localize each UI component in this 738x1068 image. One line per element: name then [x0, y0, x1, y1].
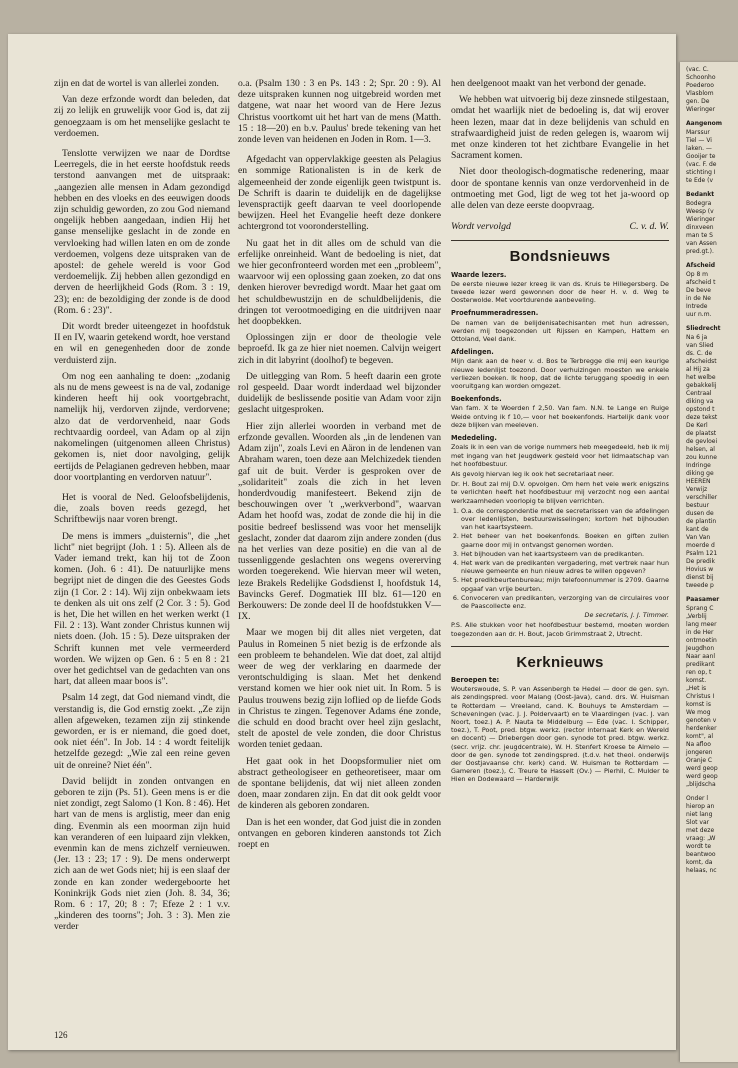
fragment-line: (vac. F. de [686, 161, 717, 168]
fragment-line: dienst bij [686, 574, 714, 581]
fragment-line: ren op, t [686, 669, 712, 676]
fragment-line: Na 6 ja [686, 334, 708, 341]
fragment-line: zou kunne [686, 454, 717, 461]
fragment-heading: Sliedrecht [686, 325, 721, 332]
fragment-line: dinxveen [686, 224, 714, 231]
fragment-line: Weesp (v [686, 208, 714, 215]
subheading: Boekenfonds. [451, 395, 502, 404]
notice-text: De namen van de belijdenisatechisanten met hun adressen, werden mij toegezonden uit Rijssen en Kampen, Hattem en Ottoland, Veel dank. [451, 318, 669, 344]
subheading: Beroepen te: [451, 675, 500, 684]
paragraph: Het is vooral de Ned. Geloofsbelijdenis, die, zoals boven reeds gezegd, het Schriftbewijs naar voren brengt. [54, 491, 230, 526]
fragment-line: Schoonho [686, 74, 716, 81]
fragment-line: Intrede [686, 303, 708, 310]
paragraph: Afgedacht van oppervlakkige geesten als Pelagius en sommige Rationalisten is in de kerk de algemeenheid der zonde eigenlijk geen twistpunt is. De Schrift is daarin te duidelijk en de dagelijkse levenspractijk geeft daarvan te veel doorlopende bewijzen. Heel het Evangelie heeft deze donkere achtergrond tot vooronderstelling. [238, 154, 441, 233]
fragment-line: beantwoo [686, 851, 716, 858]
fragment-line: diking va [686, 398, 714, 405]
paragraph: Niet door theologisch-dogmatische redenering, maar door de spontane kennis van onze verdorvenheid in de ontmoeting met God, ligt de weg tot het ja-woord op alle delen van deze eerste doopvraag. [451, 166, 669, 212]
fragment-line: moerde d [686, 542, 715, 549]
fragment-line: diking ge [686, 470, 714, 477]
fragment-line: Wieringer [686, 216, 716, 223]
fragment-line: komt, da [686, 859, 713, 866]
fragment-line: ds. C. de [686, 350, 713, 357]
list-item: 5. Het predikbeurtenbureau; mijn telefoonnummer is 2709. Gaarne opgaaf van vrije beurten. [461, 576, 669, 592]
fragment-line: laken. — [686, 145, 712, 152]
list-item: 6. Convoceren van predikanten, verzorging van de circulaires voor de Paascollecte enz. [461, 594, 669, 610]
notice-text: Zoals ik in een van de vorige nummers heb meegedeeld, heb ik mij met ingang van het Jeugdwerk gesteld voor het lidmaatschap van het hoofdbestuur. [451, 443, 669, 468]
notice-text: Mijn dank aan de heer v. d. Bos te Terbregge die mij een keurige nieuwe ledenlijst toezond. Door verhuizingen moesten we enkele verliezen boeken. Ik hoop, dat de lichte teruggang spoedig in een vooruitgang kan worden omgezet. [451, 357, 669, 391]
fragment-line: Oranje C [686, 757, 713, 764]
fragment-line: deze tekst [686, 414, 718, 421]
fragment-line: hierop an [686, 803, 715, 810]
fragment-line: Slot var [686, 819, 710, 826]
fragment-line: De Kerl [686, 422, 708, 429]
fragment-line: De beve [686, 287, 711, 294]
fragment-line: Marssur [686, 129, 710, 136]
fragment-line: herdenker [686, 725, 717, 732]
fragment-line: predikant [686, 661, 715, 668]
article-column-2 [238, 78, 441, 1018]
fragment-line: het welbe [686, 374, 716, 381]
task-list [451, 507, 669, 610]
fragment-line: „Verblij [686, 613, 707, 620]
kerknieuws-section [451, 676, 669, 784]
divider [451, 240, 669, 241]
fragment-line: de plaatst [686, 430, 717, 437]
fragment-line: lang meer [686, 621, 717, 628]
paragraph: Om nog een aanhaling te doen: „zodanig als nu de mens geweest is na de val, zodanige kinderen heeft hij ook voortgebracht, namelijk hij, verdorven zijnde, verdorvene; alzo dat de verdorvenheid, naar Gods rechtvaardig oordeel, van Adam op al zijn nakomelingen (uitgenomen alleen Christus) gekomen is, niet door navolging, gelijk eertijds de Pelagianen gedreven hebben, maar door voortplanting en verdorven natuur". [54, 370, 230, 483]
adjacent-page-text [680, 62, 738, 875]
paragraph: Het gaat ook in het Doopsformulier niet om abstract getheologiseer en getheoretiseer, maar om de spontane belijdenis, dat wij niet alleen zonden doen, maar zondaren zijn. En dat dit ook geldt voor de kinderen als geboren zondaren. [238, 755, 441, 812]
fragment-line: afscheid t [686, 279, 716, 286]
subheading: Proefnummeradressen. [451, 309, 539, 318]
article-column-3 [451, 78, 669, 1038]
section-title-kerknieuws: Kerknieuws [516, 653, 604, 671]
notice-text: Dr. H. Bout zal mij D.V. opvolgen. Om hem het vele werk enigszins te verlichten heeft het hoofdbestuur mij verzocht nog een aantal werkzaamheden voorlopig te blijven verrichten. [451, 480, 669, 505]
fragment-line: werd geop [686, 773, 718, 780]
fragment-line: in de Her [686, 629, 714, 636]
fragment-line: man te S [686, 232, 713, 239]
fragment-line: De predik [686, 558, 716, 565]
fragment-line: verschiller [686, 494, 718, 501]
secretary-signature: De secretaris, J. J. Timmer. [584, 611, 669, 620]
paragraph: Maar we mogen bij dit alles niet vergeten, dat Paulus in Romeinen 5 niet bezig is de erfzonde als een probleem te behandelen. Wie dat doet, zal altijd weer de weg der verklaring en daarmede der verontschuldiging is slaan. Met het denkend verstand komen we hier ook niet uit. In Rom. 5 is Paulus trouwens bezig zijn loflied op de liefde Gods in Christus te zingen. Tegenover Adams éne zonde, die schuld en dood bracht over heel zijn geslacht, stelt de apostel de vele zonden, die door Christus worden teniet gedaan. [238, 627, 441, 751]
fragment-line: Psalm 121 [686, 550, 718, 557]
fragment-line: in de Ne [686, 295, 711, 302]
paragraph: hen deelgenoot maakt van het verbond der genade. [451, 78, 646, 89]
fragment-line: komst. [686, 677, 707, 684]
fragment-line: Wieringer [686, 106, 716, 113]
fragment-line: ontmoetin [686, 637, 717, 644]
continued-note: Wordt vervolgd [451, 221, 511, 233]
fragment-line: dusen de [686, 510, 714, 517]
fragment-line: „blijdscha [686, 781, 716, 788]
fragment-line: de plantin [686, 518, 717, 525]
fragment-heading: Paasamer [686, 596, 720, 603]
article-signature [451, 221, 669, 232]
fragment-line: Indringe [686, 462, 711, 469]
fragment-line: komt", al [686, 733, 714, 740]
paragraph: Psalm 14 zegt, dat God niemand vindt, die verstandig is, die God ernstig zoekt. „Ze zijn allen afgeweken, tezamen zijn zij stinkende geworden, er is er niemand, die goed doet, ook niet één". In Job. 14 : 4 wordt feitelijk hetzelfde gezegd: „Wie zal een reine geven uit de onreine? Niet één". [54, 692, 230, 771]
fragment-line: stichting I [686, 169, 716, 176]
bondsnieuws-section [451, 271, 669, 638]
newspaper-page [8, 34, 676, 1050]
paragraph: Van deze erfzonde wordt dan beleden, dat zij zo lelijk en gruwelijk voor God is, dat zij genoegzaam is om het menselijke geslacht te verdoemen. [54, 94, 230, 139]
fragment-line: Christus I [686, 693, 715, 700]
fragment-line: van Slied [686, 342, 714, 349]
fragment-line: uur n.m. [686, 311, 712, 318]
fragment-line: pred.gt.). [686, 248, 714, 255]
paragraph: Dan is het een wonder, dat God juist die in zonden ontvangen en geboren kinderen aanstonds tot Zich roept en [238, 816, 441, 850]
page-number: 126 [54, 1030, 68, 1040]
subheading: Mededeling. [451, 434, 497, 443]
fragment-line: Van Van [686, 534, 711, 541]
fragment-line: met deze [686, 827, 715, 834]
fragment-line: komst is [686, 701, 711, 708]
fragment-line: bestuur [686, 502, 710, 509]
fragment-line: „Het is [686, 685, 707, 692]
fragment-heading: Afscheid [686, 262, 716, 269]
fragment-line: HEEREN [686, 478, 711, 485]
subheading: Afdelingen. [451, 348, 494, 357]
fragment-line: Naar aanl [686, 653, 716, 660]
paragraph: De uitlegging van Rom. 5 heeft daarin een grote rol gespeeld. Daar wordt inderdaad wel bijzonder duidelijk de beslissende positie van Adam voor zijn geslacht uitgesproken. [238, 370, 441, 416]
fragment-line: opstond t [686, 406, 715, 413]
fragment-line: Vlasblom [686, 90, 714, 97]
paragraph: Nu gaat het in dit alles om de schuld van die erfelijke onreinheid. Want de bedoeling is niet, dat we hier geconfronteerd worden met een „probleem", waarvoor wij een oplossing gaan zoeken, zo dat ons denken hierover bevredigd wordt. Maar het gaat om het schuldbewustzijn en de schuldbelijdenis, die dringen tot verootmoediging en die uitdrijven naar het doopbekken. [238, 237, 441, 328]
fragment-line: Poederoo [686, 82, 714, 89]
fragment-line: al Hij za [686, 366, 710, 373]
article-column-1 [54, 78, 230, 1038]
paragraph: Dit wordt breder uiteengezet in hoofdstuk II en IV, waarin getekend wordt, hoe verstand en wil en genegenheden door de zonde verduisterd zijn. [54, 321, 230, 366]
fragment-line: de gevloei [686, 438, 718, 445]
fragment-line: Jeugdhon [686, 645, 715, 652]
paragraph: We hebben wat uitvoerig bij deze zinsnede stilgestaan, omdat het waarlijk niet de bedoeling is, dat wij erover heen lezen, maar dat in deze belijdenis van schuld en strafwaardigheid juist de reden gelegen is, waarom wij met onze kinderen tot het zichtbare Evangelie in het Sacrament komen. [451, 94, 669, 162]
fragment-line: Onder l [686, 795, 709, 802]
fragment-line: (vac. C. [686, 66, 709, 73]
paragraph: Hier zijn allerlei woorden in verband met de erfzonde gevallen. Woorden als „in de lendenen van Adam zijn", zoals Levi en Aäron in de lendenen van Abraham waren, toen deze aan Melchizedek tienden gaf uit de buit. Verder is gesproken over de „solidariteit" zoals die zich in het leven honderdvoudig manifesteert. Bekend zijn de beschouwingen over 't „werkverbond", waarvan Adam het hoofd was, zodat de zonde die hij in die positie bedreef beslissend was voor het menselijk geslacht, zonder dat daarom zijn andere zonden (dus na het verlies van deze positie) en die van al de tussenliggende geslachten ons wegens overerving worden toegerekend. Wie hiervan meer wil weten, leze Brakels Redelijke Godsdienst I, hoofdstuk 14, Bavincks Geref. Dogmatiek III blz. 61—120 en Berkouwers: De zonde deel II de hoofdstukken V—IX. [238, 420, 441, 623]
fragment-heading: Bedankt [686, 191, 715, 198]
paragraph: zijn en dat de wortel is van allerlei zonden. [54, 78, 219, 89]
list-item: 4. Het werk van de predikanten vergadering, met vertrek naar hun nieuwe gemeente en hun nieuw adres te willen opgeven? [461, 559, 669, 575]
paragraph: De mens is immers „duisternis", die „het licht" niet begrijpt (Joh. 1 : 5). Alleen als de Vader iemand trekt, kan hij tot de Zoon komen. (Joh. 6 : 41). De natuurlijke mens begrijpt niet de dingen die des Geestes Gods zijn (1 Cor. 2 : 14). Wij zijn onbekwaam iets te denken als uit ons zelf (2 Cor. 3 : 5). God is het, Die het willen en het werken werkt (1 Fil. 2 : 13). Want zonder Christus kunnen wij niets doen. (Joh. 15 : 5). Deze uitspraken der Schrift kunnen met vele vermeerderd worden. We wijzen op Gen. 6 : 5 en 8 : 21 over het gedichtsel van de gedachten van ons hart, dat alleen maar boos is". [54, 530, 230, 688]
fragment-line: jongeren [686, 749, 713, 756]
subheading: Waarde lezers. [451, 270, 507, 279]
list-item: 1. O.a. de correspondentie met de secretarissen van de afdelingen over ledenlijsten, bestuurswisselingen; kortom het bijhouden van het kaartsysteem. [461, 507, 669, 532]
fragment-line: van Assen [686, 240, 717, 247]
section-title-bondsnieuws: Bondsnieuws [509, 248, 611, 266]
divider [451, 646, 669, 647]
notice-text: Wouterswoude, S. P. van Assenbergh te Hedel — door de gen. syn. als zendingspred. voor Malang (Oost-Java), cand. drs. W. Huisman te Rotterdam — Vreeland, cand. K. Bouhuys te Amsterdam — Scheveningen (vac. J. J. Poldervaart) en te Vlaardingen (vac. J. van Noort, toez.) A. P. Nauta te Middelburg — Ede (vac. I. Schipper, toez.), T. Poot, pred. btgw. werkz. (rector internaat Kerk en Wereld en docent) — Driebergen door gen. synode tot pred. btgw. werkz. (secr. vrijz. chr. jeugdcentrale), W. H. Stenfert Kroese te Almelo — door de gen. synode tot zendingspred. (t.d.v. het theol. onderwijs der Oostjavaanse chr. kerk) cand. W. Huisman te Rotterdam — Gameren (toez.), C. Treure te Hasselt (Ov.) — Pierhil, C. Mulder te Hien en Dodewaard — Harderwijk [451, 685, 669, 784]
fragment-line: te Ede (v [686, 177, 714, 184]
list-item: 2. Het beheer van het boekenfonds. Boeken en giften zullen gaarne door mij in ontvangst genomen worden. [461, 532, 669, 548]
fragment-line: genoten v [686, 717, 717, 724]
paragraph: David belijdt in zonden ontvangen en geboren te zijn (Ps. 51). Geen mens is er die niet zondigt, zegt Salomo (1 Kon. 8 : 46). Het hart van de mens is arglistig, meer dan enig ding. Evenmin als een moorman zijn huid kan veranderen of een luipaard zijn vlekken, evenmin kan de mens zichzelf vernieuwen. (Jer. 13 : 23; 17 : 9). De mens onderwerpt zich aan de wet Gods niet; hij is een slaaf der zonde en kan zonder wedergeboorte het Koninkrijk Gods niet zien (Joh. 8. 34, 36; Rom. 6 : 17, 20; 8 : 7; Efeze 2 : 1 v.v. „kinderen des toorns"; Joh. 3 : 3). Men zie verder [54, 775, 230, 933]
notice-text: De eerste nieuwe lezer kreeg ik van ds. Kruis te Hillegersberg. De tweede lezer werd gewonnen door de heer H. v. d. Weg te Oosterwolde. Met voortdurende aanbeveling. [451, 279, 669, 305]
fragment-line: Tiel — Vi [686, 137, 712, 144]
fragment-line: vraag: „W [686, 835, 716, 842]
fragment-line: Verwijz [686, 486, 708, 493]
fragment-line: Bodegra [686, 200, 712, 207]
fragment-line: gen. De [686, 98, 710, 105]
fragment-line: tweede p [686, 582, 714, 589]
fragment-line: Hovius w [686, 566, 714, 573]
fragment-line: Sprang C [686, 605, 714, 612]
author-initials: C. v. d. W. [629, 221, 669, 233]
list-item: 3. Het bijhouden van het kaartsysteem van de predikanten. [461, 550, 669, 558]
fragment-line: Centraal [686, 390, 712, 397]
paragraph: Oplossingen zijn er door de theologie vele beproefd. Ik ga ze hier niet noemen. Calvijn weigert zich in dit labyrint (doolhof) te begeven. [238, 332, 441, 366]
paragraph: o.a. (Psalm 130 : 3 en Ps. 143 : 2; Spr. 20 : 9). Al deze uitspraken kunnen nog uitgebreid worden met datgene, wat naar het woord van de Here Jezus Christus voortkomt uit het hart van de mens (Matth. 15 : 18—20) en b.v. Paulus' brede tekening van het zonde leven van heidenen en Joden in Rom. 1—3. [238, 78, 441, 146]
fragment-line: werd geop [686, 765, 718, 772]
notice-text: Van fam. X te Woerden f 2,50. Van fam. N.N. te Lange en Ruige Weide ontving ik f 10,— voor het boekenfonds. Hartelijk dank voor deze blijken van meeleven. [451, 404, 669, 429]
adjacent-page-edge [680, 62, 738, 1062]
fragment-line: helsen, al [686, 446, 715, 453]
fragment-line: Na afloo [686, 741, 711, 748]
notice-text: Als gevolg hiervan leg ik ook het secretariaat neer. [451, 469, 614, 478]
fragment-line: Op 8 m [686, 271, 709, 278]
fragment-line: helaas, nc [686, 867, 717, 874]
fragment-line: gebakkelij [686, 382, 717, 389]
postscript: P.S. Alle stukken voor het hoofdbestuur bestemd, moeten worden toegezonden aan dr. H. Bout, Jacob Grimmstraat 2, Utrecht. [451, 621, 669, 638]
fragment-line: wordt te [686, 843, 712, 850]
fragment-line: afscheidst [686, 358, 717, 365]
fragment-line: niet lang [686, 811, 713, 818]
fragment-line: We mog [686, 709, 711, 716]
fragment-line: kant de [686, 526, 709, 533]
fragment-heading: Aangenom [686, 120, 722, 127]
paragraph: Tenslotte verwijzen we naar de Dordtse Leerregels, die in het eerste hoofdstuk reeds terstond aanvangen met de uitspraak: „aangezien alle mensen in Adam gezondigd hebben en des vloeks en des eeuwigen doods zijn schuldig geworden, zo zou God niemand ongelijk hebben aangedaan, indien Hij het ganse menselijke geslacht in de zonde en vervloeking had willen laten en om de zonde verdoemen, volgens deze uitspraken van de apostel: de gehele wereld is voor God verdoemelijk. Zij hebben allen gezondigd en derven de heerlijkheid Gods (Rom. 3 : 19, 23); en: de bezoldiging der zonde is de dood (Rom. 6 : 23)". [54, 148, 230, 316]
fragment-line: Gooijer te [686, 153, 716, 160]
